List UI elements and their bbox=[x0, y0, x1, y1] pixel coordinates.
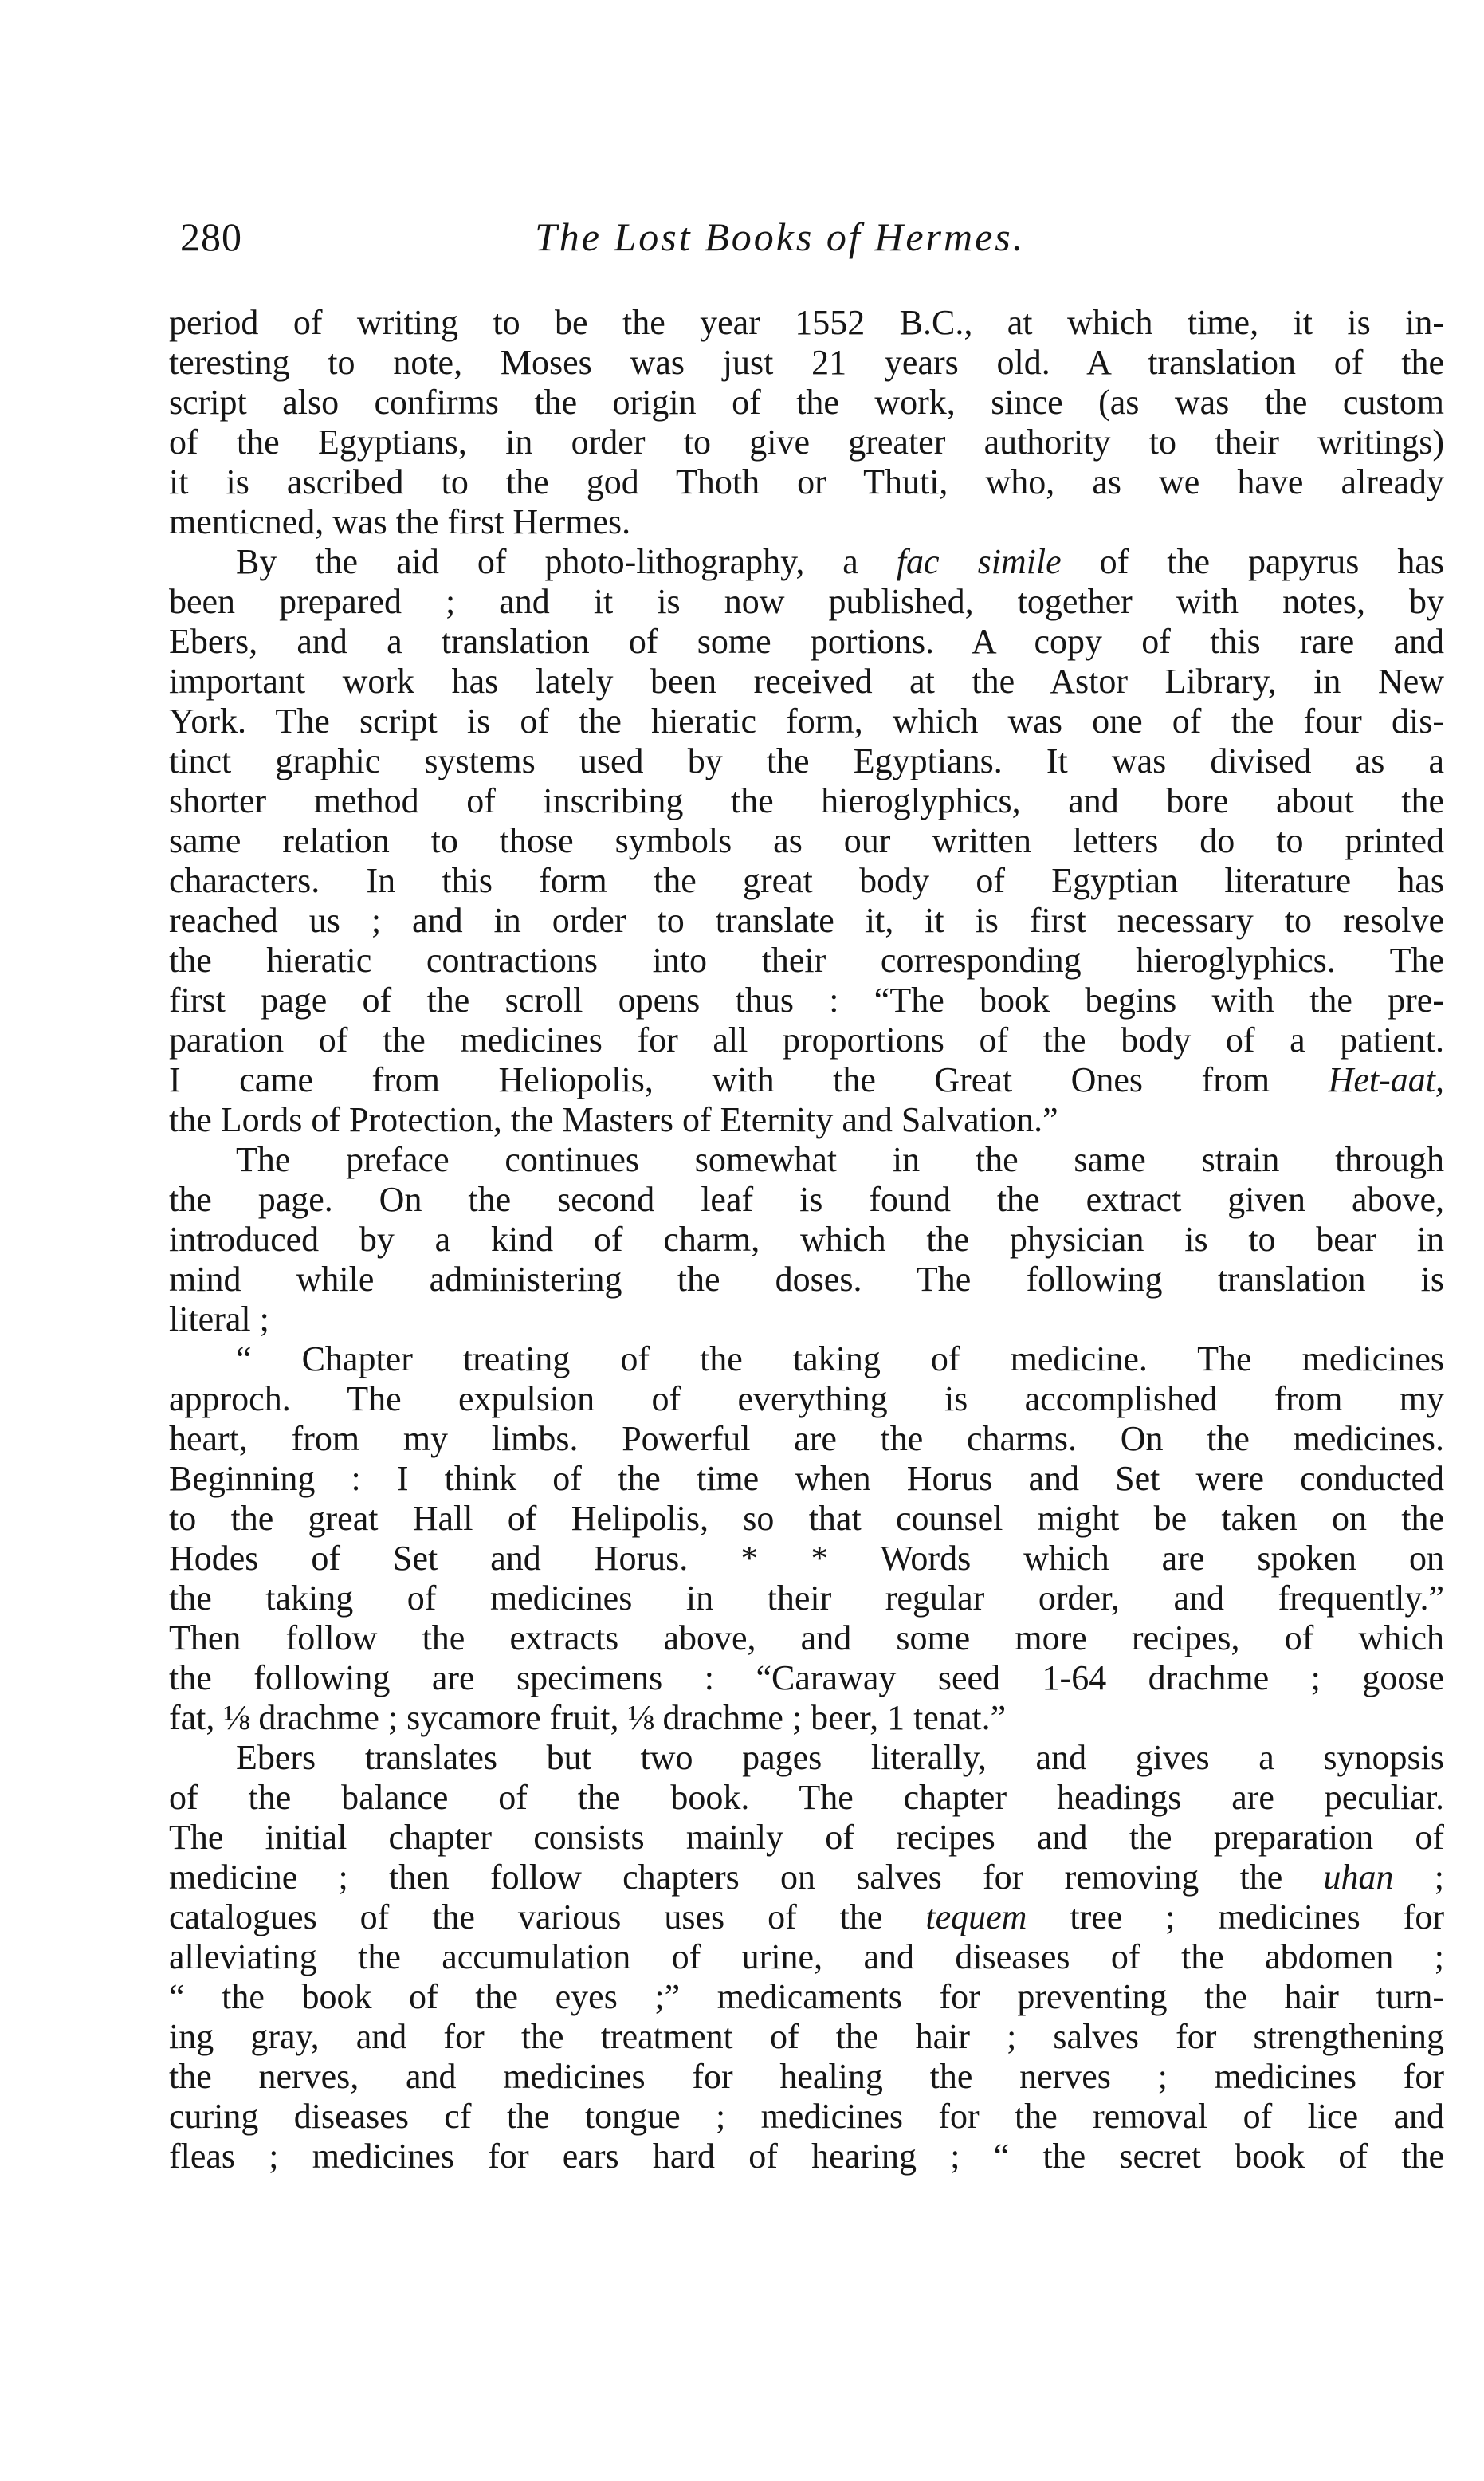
text-line: Hodes of Set and Horus. * * Words which are spoken on bbox=[169, 1539, 1444, 1578]
text-line: curing diseases cf the tongue ; medicines for the removal of lice and bbox=[169, 2097, 1444, 2136]
text-line: The preface continues somewhat in the same strain through bbox=[236, 1140, 1444, 1179]
text-line: characters. In this form the great body of Egyptian literature has bbox=[169, 861, 1444, 900]
text-line: teresting to note, Moses was just 21 years old. A translation of the bbox=[169, 343, 1444, 382]
text-line: shorter method of inscribing the hieroglyphics, and bore about the bbox=[169, 781, 1444, 820]
text-line: Ebers, and a translation of some portions. A copy of this rare and bbox=[169, 622, 1444, 661]
text-segment: of the papyrus has bbox=[1061, 542, 1444, 581]
text-segment: tree ; medicines for bbox=[1027, 1897, 1444, 1936]
text-segment: ; bbox=[1393, 1858, 1444, 1897]
text-line: the hieratic contractions into their corresponding hieroglyphics. The bbox=[169, 941, 1444, 980]
text-line: the following are specimens : “Caraway seed 1-64 drachme ; goose bbox=[169, 1658, 1444, 1697]
text-line: tinct graphic systems used by the Egyptians. It was divised as a bbox=[169, 741, 1444, 780]
text-segment: I came from Heliopolis, with the Great Ones from bbox=[169, 1060, 1329, 1099]
body-text bbox=[169, 303, 1444, 2176]
text-segment: medicine ; then follow chapters on salves for removing the bbox=[169, 1858, 1324, 1897]
text-line: the nerves, and medicines for healing the nerves ; medicines for bbox=[169, 2057, 1444, 2096]
text-line: The initial chapter consists mainly of recipes and the preparation of bbox=[169, 1818, 1444, 1857]
text-line: Beginning : I think of the time when Horus and Set were conducted bbox=[169, 1459, 1444, 1498]
text-line: been prepared ; and it is now published, together with notes, by bbox=[169, 582, 1444, 621]
text-line: the taking of medicines in their regular order, and frequently.” bbox=[169, 1579, 1444, 1618]
text-line: of the Egyptians, in order to give greater authority to their writings) bbox=[169, 423, 1444, 462]
text-line: approch. The expulsion of everything is accomplished from my bbox=[169, 1379, 1444, 1418]
text-line: reached us ; and in order to translate it, it is first necessary to resolve bbox=[169, 901, 1444, 940]
running-head bbox=[180, 209, 1423, 265]
text-line: literal ; bbox=[169, 1299, 269, 1339]
text-line: “ Chapter treating of the taking of medicine. The medicines bbox=[236, 1339, 1444, 1378]
text-line: fleas ; medicines for ears hard of hearing ; “ the secret book of the bbox=[169, 2137, 1444, 2176]
text-line bbox=[169, 1897, 1444, 1937]
text-line bbox=[169, 1858, 1444, 1897]
text-line: important work has lately been received at the Astor Library, in New bbox=[169, 662, 1444, 701]
text-segment: catalogues of the various uses of the bbox=[169, 1897, 926, 1936]
text-line: of the balance of the book. The chapter headings are peculiar. bbox=[169, 1778, 1444, 1817]
italic-term: uhan bbox=[1323, 1858, 1394, 1897]
running-title: The Lost Books of Hermes. bbox=[535, 214, 1026, 259]
text-line: York. The script is of the hieratic form, which was one of the four dis- bbox=[169, 702, 1444, 741]
italic-term: tequem bbox=[925, 1897, 1027, 1936]
text-line: mind while administering the doses. The following translation is bbox=[169, 1260, 1444, 1299]
text-line: it is ascribed to the god Thoth or Thuti, who, as we have already bbox=[169, 462, 1444, 501]
page-number: 280 bbox=[180, 214, 242, 259]
text-line: Ebers translates but two pages literally, and gives a synopsis bbox=[236, 1738, 1444, 1777]
text-line: paration of the medicines for all proportions of the body of a patient. bbox=[169, 1020, 1444, 1060]
italic-term: fac simile bbox=[896, 542, 1062, 581]
text-line: period of writing to be the year 1552 B.C., at which time, it is in- bbox=[169, 303, 1444, 342]
text-line: alleviating the accumulation of urine, and diseases of the abdomen ; bbox=[169, 1937, 1444, 1976]
text-line: ing gray, and for the treatment of the hair ; salves for strengthening bbox=[169, 2017, 1444, 2056]
text-line: the page. On the second leaf is found the extract given above, bbox=[169, 1180, 1444, 1219]
text-line bbox=[169, 542, 1444, 582]
text-line: same relation to those symbols as our written letters do to printed bbox=[169, 821, 1444, 860]
text-line: fat, ⅛ drachme ; sycamore fruit, ⅛ drachme ; beer, 1 tenat.” bbox=[169, 1698, 1007, 1737]
text-segment: By the aid of photo-lithography, a bbox=[236, 542, 897, 581]
text-line: to the great Hall of Helipolis, so that counsel might be taken on the bbox=[169, 1499, 1444, 1538]
text-line: introduced by a kind of charm, which the physician is to bear in bbox=[169, 1220, 1444, 1259]
text-line: heart, from my limbs. Powerful are the charms. On the medicines. bbox=[169, 1419, 1444, 1458]
italic-term: Het-aat, bbox=[1328, 1060, 1444, 1099]
text-line: first page of the scroll opens thus : “The book begins with the pre- bbox=[169, 981, 1444, 1020]
text-line: script also confirms the origin of the work, since (as was the custom bbox=[169, 383, 1444, 422]
text-line bbox=[169, 1060, 1444, 1100]
text-line: the Lords of Protection, the Masters of Eternity and Salvation.” bbox=[169, 1100, 1058, 1139]
text-line: menticned, was the first Hermes. bbox=[169, 502, 631, 541]
text-line: “ the book of the eyes ;” medicaments for preventing the hair turn- bbox=[169, 1977, 1444, 2016]
text-line: Then follow the extracts above, and some more recipes, of which bbox=[169, 1618, 1444, 1657]
